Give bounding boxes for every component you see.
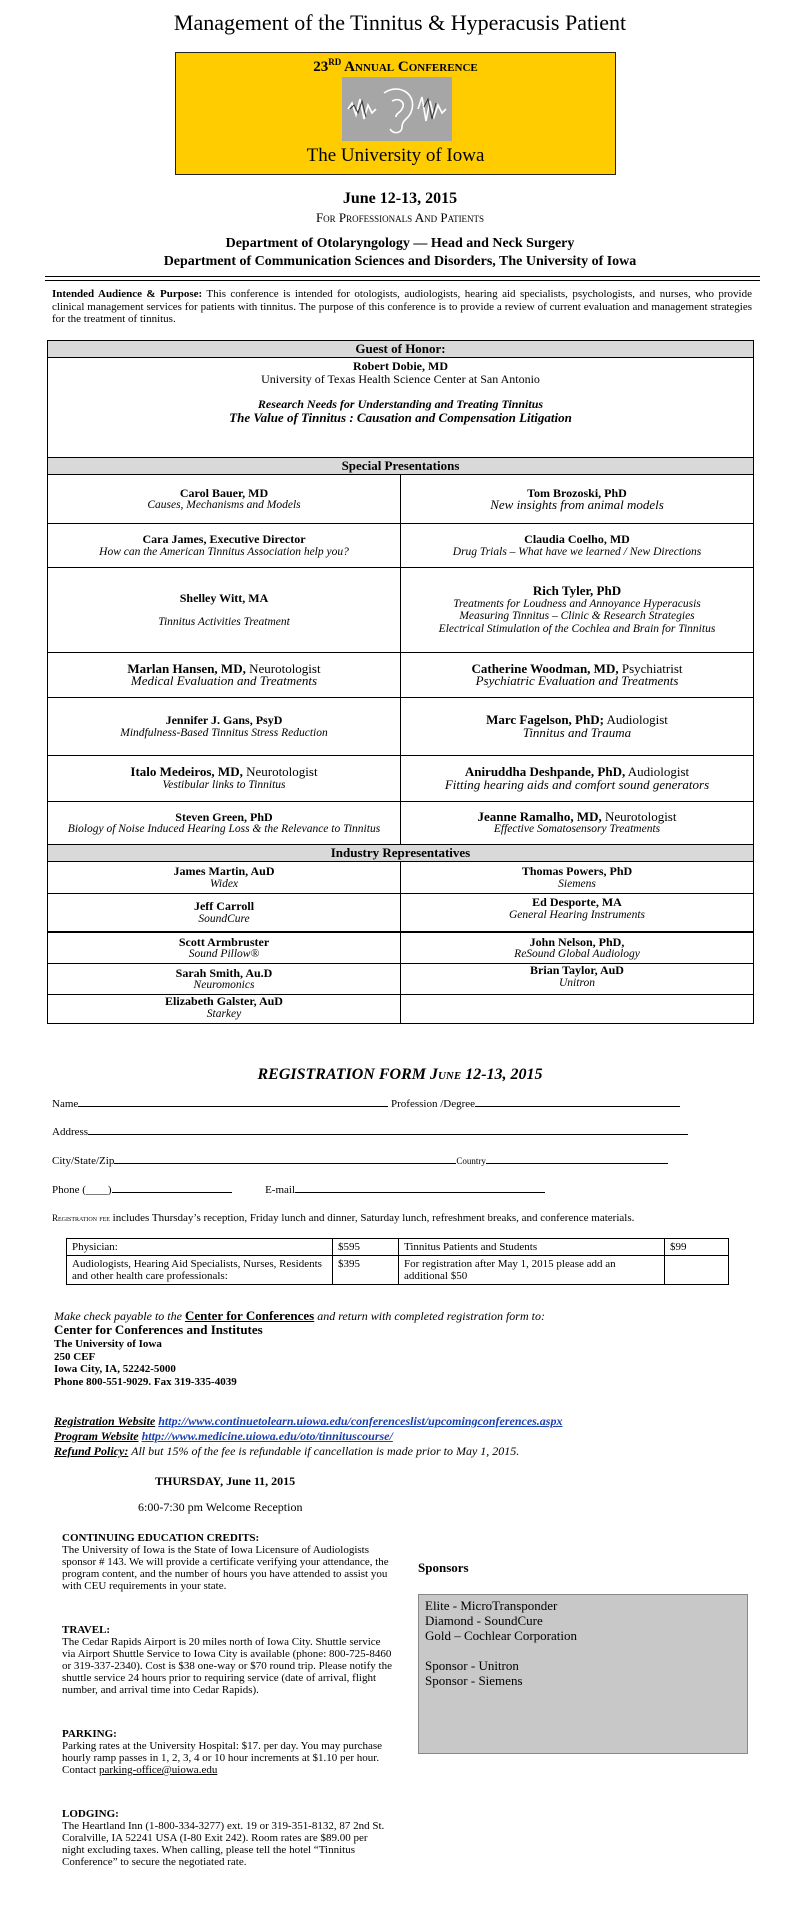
payment-instructions: Make check payable to the Center for Conferences and return with completed registration form to: xyxy=(54,1308,545,1323)
city-field[interactable] xyxy=(114,1153,456,1164)
address-field[interactable] xyxy=(88,1124,688,1135)
registration-fee-note: Registration fee includes Thursday’s reception, Friday lunch and dinner, Saturday lunch, refreshment breaks, and conference materials. xyxy=(52,1212,635,1224)
sponsor-line xyxy=(425,1643,741,1658)
sponsor-line: Gold – Cochlear Corporation xyxy=(425,1628,577,1643)
conference-dates: June 12-13, 2015 xyxy=(342,190,458,207)
presentation-row: Steven Green, PhD Biology of Noise Induced Hearing Loss & the Relevance to Tinnitus Jeanne Ramalho, MD, Neurotologist Effective Somatosensory Treatments xyxy=(48,802,753,845)
audience-subtitle: For Professionals And Patients xyxy=(315,210,485,225)
registration-website: Registration Website http://www.continuetolearn.uiowa.edu/conferenceslist/upcomingconferences.aspx xyxy=(54,1414,563,1428)
country-field[interactable] xyxy=(486,1153,668,1164)
conference-label: 23RD Annual Conference xyxy=(313,57,478,75)
sponsor-line: Diamond - SoundCure xyxy=(425,1613,543,1628)
profession-field[interactable] xyxy=(475,1096,680,1107)
presentation-row: Shelley Witt, MA Tinnitus Activities Treatment Rich Tyler, PhD Treatments for Loudness and Annoyance Hyperacusis Measuring Tinnitus – Clinic & Research Strategies Electrical Stimulation of the Cochlea and Brain for Tinnitus xyxy=(48,568,753,653)
industry-row: Sarah Smith, Au.D Neuromonics Brian Taylor, AuD Unitron xyxy=(48,964,753,995)
registration-link[interactable]: http://www.continuetolearn.uiowa.edu/conferenceslist/upcomingconferences.aspx xyxy=(158,1414,563,1428)
guest-of-honor-header: Guest of Honor: xyxy=(48,341,753,358)
department-2: Department of Communication Sciences and Disorders, The University of Iowa xyxy=(163,254,637,269)
phone-row: Phone (____) E-mail xyxy=(52,1182,545,1196)
sponsors-title: Sponsors xyxy=(418,1560,469,1575)
department-1: Department of Otolaryngology — Head and Neck Surgery xyxy=(225,236,575,251)
presentation-row: Italo Medeiros, MD, Neurotologist Vestibular links to Tinnitus Aniruddha Deshpande, PhD, Audiologist Fitting hearing aids and comfort sound generators xyxy=(48,756,753,802)
presentation-row: Carol Bauer, MD Causes, Mechanisms and Models Tom Brozoski, PhD New insights from animal models xyxy=(48,475,753,524)
conference-banner xyxy=(175,52,616,175)
divider xyxy=(45,276,760,281)
registration-title: REGISTRATION FORM June 12-13, 2015 xyxy=(257,1066,543,1083)
email-field[interactable] xyxy=(295,1182,545,1193)
phone-field[interactable] xyxy=(112,1182,232,1193)
travel-info: TRAVEL: The Cedar Rapids Airport is 20 miles north of Iowa City. Shuttle service via Airport Shuttle Service to Iowa City is available (phone: 800-725-8460 or 319-337-2340). Cost is $38 one-way or $70 round trip. Please notify the shuttle service 24 hours prior to requiring service (date of arrival, flight number, and arrival time into Cedar Rapids). xyxy=(62,1624,392,1696)
presentation-row: Cara James, Executive Director How can the American Tinnitus Association help you? Claudia Coelho, MD Drug Trials – What have we learned / New Directions xyxy=(48,524,753,568)
parking-info: PARKING: Parking rates at the University Hospital: $17. per day. You may purchase hourly ramp passes in 1, 2, 3, 4 or 10 hour increments at $1.10 per hour. Contact parking-office@uiowa.edu xyxy=(62,1728,383,1776)
ce-credits: CONTINUING EDUCATION CREDITS: The University of Iowa is the State of Iowa Licensure of Audiologists sponsor # 143. We will provide a certificate verifying your attendance, the program content, and the number of hours you have attended to assist you with CEU requirements in your state. xyxy=(62,1532,389,1592)
fee-row: Physician: $595 Tinnitus Patients and Students $99 xyxy=(67,1239,729,1256)
guest-of-honor: Robert Dobie, MD University of Texas Health Science Center at San Antonio Research Needs for Understanding and Treating Tinnitus The Value of Tinnitus : Causation and Compensation Litigation xyxy=(48,358,753,458)
program-table xyxy=(47,340,754,1024)
special-presentations-header: Special Presentations xyxy=(48,458,753,475)
industry-row: Jeff Carroll SoundCure Ed Desporte, MA General Hearing Instruments xyxy=(48,894,753,933)
industry-row: Scott Armbruster Sound Pillow® John Nelson, PhD, ReSound Global Audiology xyxy=(48,933,753,964)
sponsor-line: Elite - MicroTransponder xyxy=(425,1598,558,1613)
industry-row: James Martin, AuD Widex Thomas Powers, PhD Siemens xyxy=(48,862,753,894)
name-field[interactable] xyxy=(78,1096,388,1107)
industry-representatives-header: Industry Representatives xyxy=(48,845,753,862)
sponsor-line: Sponsor - Siemens xyxy=(425,1673,523,1688)
fee-table xyxy=(66,1238,729,1285)
lodging-info: LODGING: The Heartland Inn (1-800-334-3277) ext. 19 or 319-351-8132, 87 2nd St. Coralville, IA 52241 USA (I-80 Exit 242). Room rates are $89.00 per night excluding taxes. When calling, please tell the hotel “Tinnitus Conference” to secure the negotiated rate. xyxy=(62,1808,385,1868)
sponsors-box xyxy=(418,1594,748,1754)
ear-soundwave-logo xyxy=(342,77,452,141)
page-title: Management of the Tinnitus & Hyperacusis Patient xyxy=(173,10,627,35)
parking-email-link[interactable]: parking-office@uiowa.edu xyxy=(98,1764,218,1776)
refund-policy: Refund Policy: All but 15% of the fee is refundable if cancellation is made prior to May 1, 2015. xyxy=(54,1444,520,1458)
address-row: Address xyxy=(52,1124,688,1138)
industry-row: Elizabeth Galster, AuD Starkey xyxy=(48,995,753,1023)
presentation-row: Jennifer J. Gans, PsyD Mindfulness-Based Tinnitus Stress Reduction Marc Fagelson, PhD; Audiologist Tinnitus and Trauma xyxy=(48,698,753,756)
mailing-address: The University of Iowa 250 CEF Iowa City, IA, 52242-5000 Phone 800-551-9029. Fax 319-335-4039 xyxy=(54,1338,237,1388)
schedule-day: THURSDAY, June 11, 2015 xyxy=(155,1474,296,1488)
name-row: Name Profession /Degree xyxy=(52,1096,680,1110)
program-website: Program Website http://www.medicine.uiowa.edu/oto/tinnituscourse/ xyxy=(54,1429,393,1443)
university-name: The University of Iowa xyxy=(306,145,485,166)
program-link[interactable]: http://www.medicine.uiowa.edu/oto/tinnituscourse/ xyxy=(141,1429,393,1443)
organization-name: Center for Conferences and Institutes xyxy=(54,1322,263,1337)
city-row: City/State/Zip Country xyxy=(52,1153,668,1167)
sponsor-line: Sponsor - Unitron xyxy=(425,1658,519,1673)
intended-audience: Intended Audience & Purpose: This conference is intended for otologists, audiologists, hearing aid specialists, psychologists, and nurses, who provide clinical management services for patients with tinnitus. The purpose of this conference is to provide a review of current evaluation and management strategies for the treatment of tinnitus. xyxy=(52,288,752,325)
presentation-row: Marlan Hansen, MD, Neurotologist Medical Evaluation and Treatments Catherine Woodman, MD, Psychiatrist Psychiatric Evaluation and Treatments xyxy=(48,653,753,698)
fee-row: Audiologists, Hearing Aid Specialists, Nurses, Residents and other health care professionals: $395 For registration after May 1, 2015 please add an additional $50 xyxy=(67,1256,729,1285)
welcome-reception: 6:00-7:30 pm Welcome Reception xyxy=(138,1500,303,1514)
